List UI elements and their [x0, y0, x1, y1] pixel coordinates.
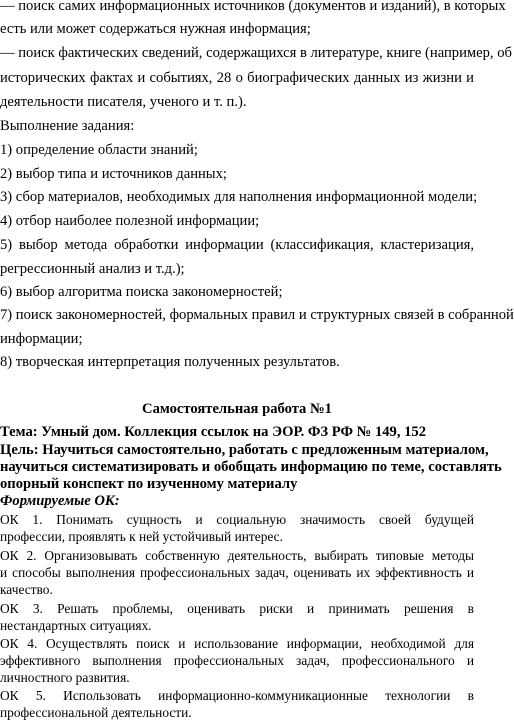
task-step: 5) выбор метода обработки информации (классификация, кластеризация, [0, 237, 474, 253]
task-step: регрессионный анализ и т.д.); [0, 261, 185, 277]
task-step: 3) сбор материалов, необходимых для наполнения информационной модели; [0, 189, 478, 205]
ok-line: ОК 5. Использовать информационно-коммуникационные технологии в [0, 688, 474, 703]
ok-line: нестандартных ситуациях. [0, 618, 152, 633]
work-goal-line: Цель: Научиться самостоятельно, работать с предложенным материалом, [0, 442, 489, 458]
ok-line: ОК 3. Решать проблемы, оценивать риски и принимать решения в [0, 601, 474, 616]
task-step: 8) творческая интерпретация полученных результатов. [0, 354, 340, 370]
task-step: информации; [0, 331, 83, 347]
work-goal-line: опорный конспект по изученному материалу [0, 476, 298, 492]
intro-line: есть или может содержаться нужная информация; [0, 21, 311, 37]
ok-line: качество. [0, 582, 53, 597]
ok-line: ОК 2. Организовывать собственную деятельность, выбирать типовые методы [0, 548, 474, 563]
intro-line: — поиск фактических сведений, содержащихся в литературе, книге (например, об [0, 45, 512, 61]
task-step: 6) выбор алгоритма поиска закономерностей; [0, 284, 283, 300]
ok-line: эффективного выполнения профессиональных задач, профессионального и [0, 653, 474, 668]
work-goal-line: научиться систематизировать и обобщать информацию по теме, составлять [0, 459, 502, 475]
task-step: 7) поиск закономерностей, формальных правил и структурных связей в собранной [0, 307, 514, 323]
ok-line: ОК 1. Понимать сущность и социальную значимость своей будущей [0, 512, 474, 527]
task-step: 4) отбор наиболее полезной информации; [0, 213, 260, 229]
ok-line: и способы выполнения профессиональных задач, оценивать их эффективность и [0, 565, 474, 580]
intro-line: — поиск самих информационных источников (документов и изданий), в которых [0, 0, 506, 14]
intro-line: деятельности писателя, ученого и т. п.). [0, 94, 247, 110]
task-step: 2) выбор типа и источников данных; [0, 166, 227, 182]
ok-heading: Формируемые ОК: [0, 493, 120, 509]
intro-line: исторических фактах и событиях, 28 о биографических данных из жизни и [0, 70, 474, 86]
ok-line: профессии, проявлять к ней устойчивый интерес. [0, 529, 283, 544]
task-heading: Выполнение задания: [0, 118, 135, 134]
work-title: Самостоятельная работа №1 [142, 401, 332, 417]
ok-line: ОК 4. Осуществлять поиск и использование информации, необходимой для [0, 636, 474, 651]
ok-line: профессиональной деятельности. [0, 705, 192, 720]
task-step: 1) определение области знаний; [0, 142, 198, 158]
ok-line: личностного развития. [0, 670, 130, 685]
work-topic: Тема: Умный дом. Коллекция ссылок на ЭОР. ФЗ РФ № 149, 152 [0, 424, 427, 440]
